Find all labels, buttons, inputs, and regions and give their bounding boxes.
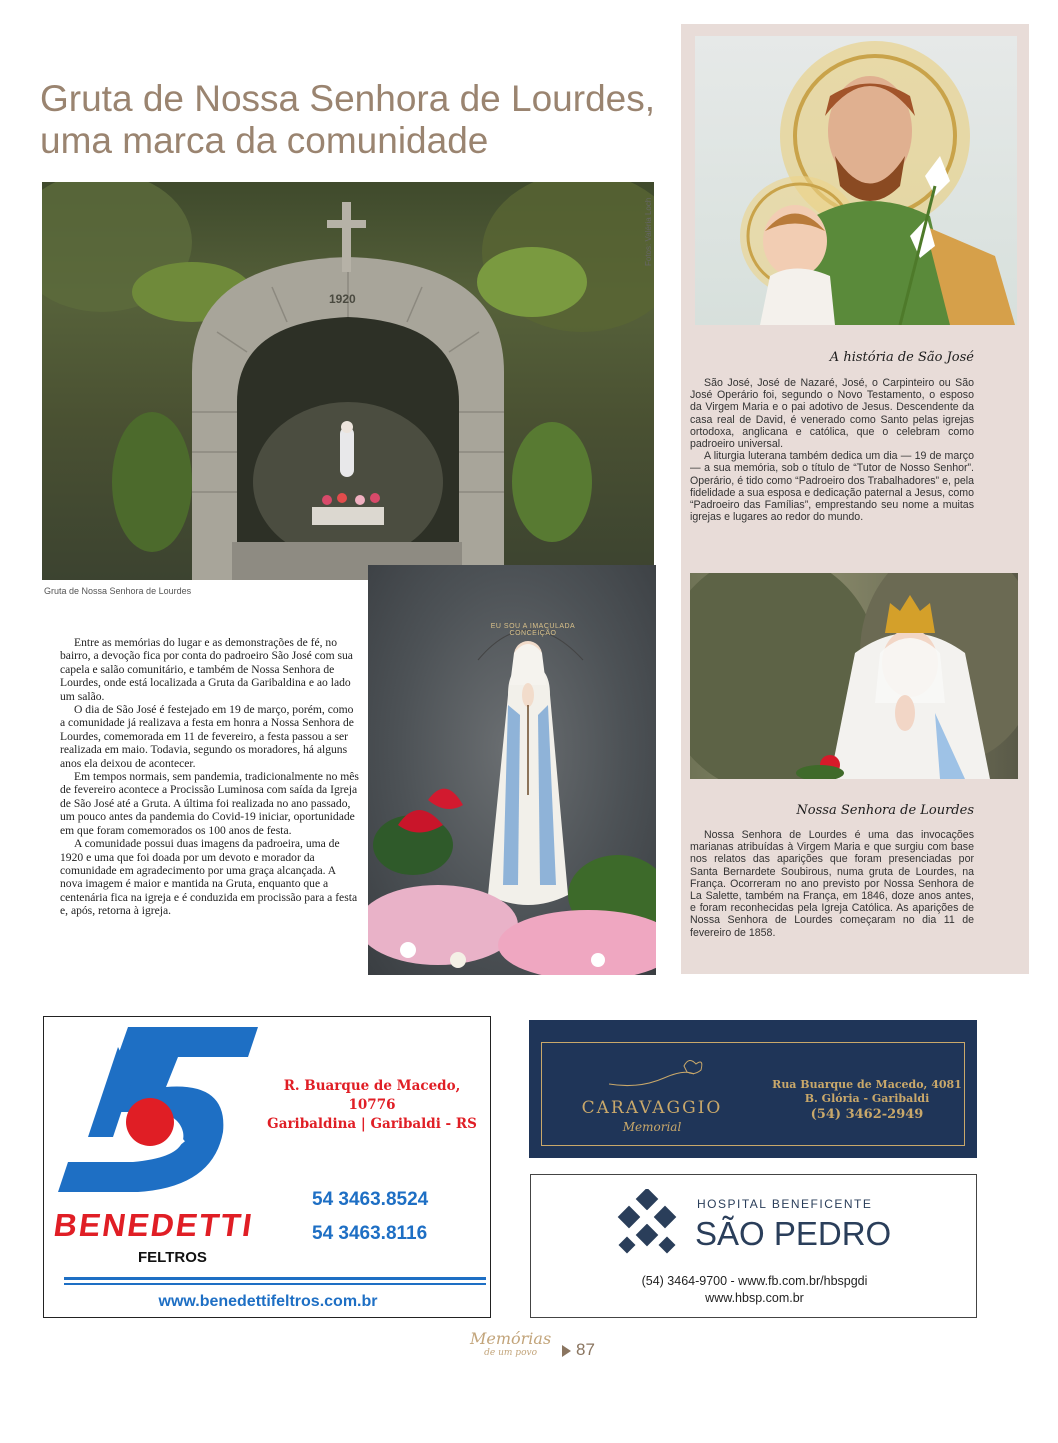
article-title xyxy=(40,78,660,162)
flower-line-icon xyxy=(609,1054,719,1090)
benedetti-rule xyxy=(64,1277,486,1280)
grotto-photo xyxy=(42,182,654,580)
jose-paragraph: São José, José de Nazaré, José, o Carpinteiro ou São José Operário foi, segundo o Novo Testamento, o esposo da Virgem Maria e o pai adotivo de Jesus. Descendente da casa real de David, é venerado como Santo pelas igrejas ortodoxa, anglicana e católica, que o celebram como padroeiro universal. xyxy=(690,377,974,451)
caravaggio-ad[interactable] xyxy=(529,1020,977,1158)
publication-logo xyxy=(470,1329,552,1360)
caravaggio-subtitle: Memorial xyxy=(622,1120,682,1134)
benedetti-address-line2: Garibaldina | Garibaldi - RS xyxy=(267,1116,477,1132)
publication-logo-line2: de um povo xyxy=(484,1348,537,1358)
grotto-caption: Gruta de Nossa Senhora de Lourdes xyxy=(44,586,192,596)
caravaggio-address-line2: B. Glória - Garibaldi xyxy=(804,1092,930,1105)
hospital-name-top: HOSPITAL BENEFICENTE xyxy=(697,1197,873,1211)
hospital-contact-line2[interactable]: www.hbsp.com.br xyxy=(705,1291,804,1305)
benedetti-brand-sub: FELTROS xyxy=(138,1249,207,1266)
article-paragraph: O dia de São José é festejado em 19 de março, porém, como a comunidade já realizava a festa em honra a Nossa Senhora de Lourdes, comemorada em 11 de fevereiro, a festa passou a ser realizada em maio. Todavia, segundo os moradores, há alguns anos ela deixou de acontecer. xyxy=(60,703,354,770)
caravaggio-name: CARAVAGGIO xyxy=(581,1098,723,1118)
jose-paragraph: A liturgia luterana também dedica um dia — 19 de março — a sua memória, sob o título de “Tutor de Nosso Senhor”. Operário, é tido como “Padroeiro dos Trabalhadores” e, pela fidelidade a sua esposa e dedicação paternal a Jesus, como “Padroeiro das Famílias”, emprestando seu nome a muitas igrejas e lugares ao redor do mundo. xyxy=(690,450,974,524)
saint-joseph-illustration xyxy=(695,36,1017,325)
lourdes-statue-illustration xyxy=(690,573,1018,779)
lourdes-statue-photo xyxy=(690,573,1018,779)
statue-inscription: EU SOU A IMACULADA CONCEIÇÃO xyxy=(490,623,576,637)
statue-photo xyxy=(368,565,656,975)
benedetti-website[interactable]: www.benedettifeltros.com.br xyxy=(158,1293,378,1310)
lourdes-paragraph: Nossa Senhora de Lourdes é uma das invocações marianas atribuídas à Virgem Maria e que surgiu com base nos relatos das aparições que foram presenciadas por Santa Bernardete Soubirous, numa gruta de Lourdes, na França. Ocorreram no ano previsto por Nossa Senhora de La Salette, também na França, em 1846, doze anos antes, e foram reconhecidas pela Igreja Católica. As aparições de Nossa Senhora de Lourdes começaram no dia 11 de fevereiro de 1858. xyxy=(690,829,974,939)
saint-joseph-painting xyxy=(695,36,1017,325)
benedetti-phone2[interactable]: 54 3463.8116 xyxy=(312,1223,428,1244)
jose-body xyxy=(690,377,974,523)
lourdes-heading: Nossa Senhora de Lourdes xyxy=(796,803,974,818)
caravaggio-phone[interactable]: (54) 3462-2949 xyxy=(810,1107,924,1122)
article-paragraph: Entre as memórias do lugar e as demonstrações de fé, no bairro, a devoção fica por conta do padroeiro São José com sua capela e salão comunitário, e também de Nossa Senhora de Lourdes, onde está localizada a Gruta da Garibaldina e ao lado um salão. xyxy=(60,636,353,703)
article-body xyxy=(60,636,360,918)
grotto-illustration xyxy=(42,182,654,580)
benedetti-rule-thin xyxy=(64,1283,486,1285)
benedetti-brand: BENEDETTI xyxy=(51,1207,256,1243)
article-paragraph: Em tempos normais, sem pandemia, tradicionalmente no mês de fevereiro acontece a Procissão Luminosa com saída da Igreja de São José até a Gruta. A última foi realizada no ano passado, um pouco antes da pandemia do Covid-19 iniciar, oportunidade em que foram comemorados os 100 anos de festa. xyxy=(60,770,359,837)
hospital-logo-icon xyxy=(615,1189,679,1259)
hospital-ad[interactable] xyxy=(530,1174,977,1318)
page-number: 87 xyxy=(576,1340,595,1359)
benedetti-address-line1: R. Buarque de Macedo, 10776 xyxy=(283,1078,461,1113)
photo-credit: Fotos: Valéria Loch xyxy=(644,197,653,266)
article-title-line1: Gruta de Nossa Senhora de Lourdes, xyxy=(40,78,655,119)
lourdes-body xyxy=(690,829,974,939)
jose-heading: A história de São José xyxy=(829,350,974,365)
article-title-line2: uma marca da comunidade xyxy=(40,120,489,161)
page-arrow-icon xyxy=(562,1345,571,1357)
hospital-contact-line1[interactable]: (54) 3464-9700 - www.fb.com.br/hbspgdi xyxy=(641,1274,868,1288)
caravaggio-address-line1: Rua Buarque de Macedo, 4081 xyxy=(772,1078,962,1091)
hospital-name-main: SÃO PEDRO xyxy=(695,1215,892,1252)
grotto-year-engraving: 1920 xyxy=(329,292,356,306)
benedetti-ad[interactable] xyxy=(43,1016,491,1318)
benedetti-phone1[interactable]: 54 3463.8524 xyxy=(312,1189,429,1210)
article-paragraph: A comunidade possui duas imagens da padroeira, uma de 1920 e uma que foi doada por um devoto e morador da comunidade em agradecimento por uma graça alcançada. A nova imagem é maior e mantida na Gruta, enquanto que a centenária fica na igreja e é conduzida em procissão para a festa e, após, retorna à igreja. xyxy=(60,837,358,918)
publication-logo-line1: Memórias xyxy=(470,1329,552,1348)
benedetti-logo-mark xyxy=(58,1027,258,1197)
